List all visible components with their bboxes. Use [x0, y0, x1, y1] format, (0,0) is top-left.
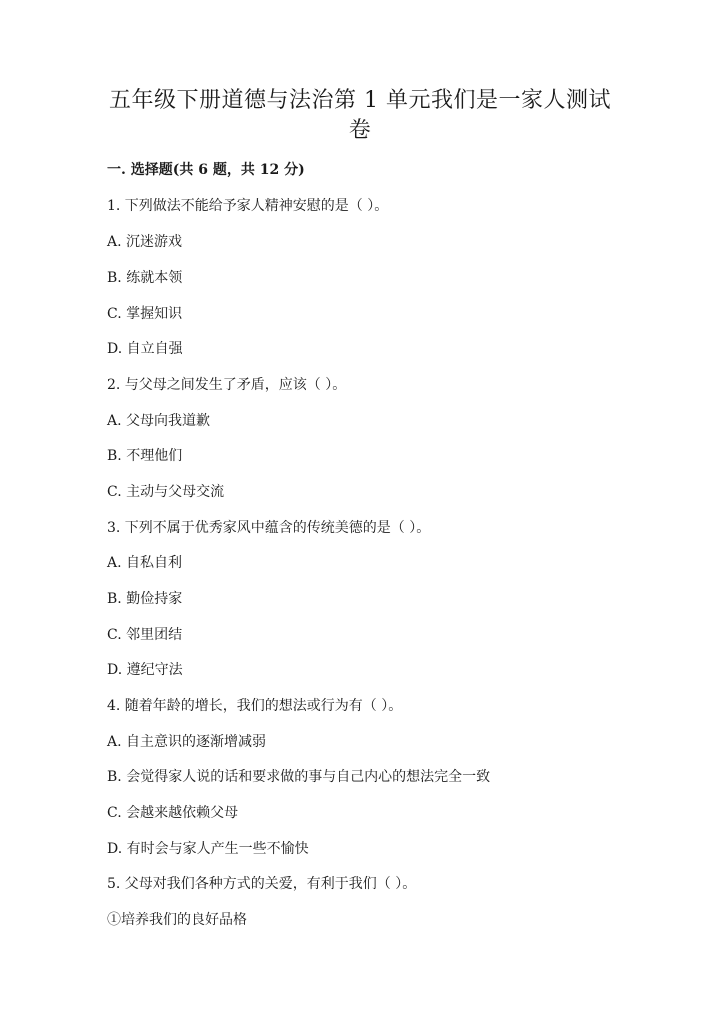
question-4: 4. 随着年龄的增长，我们的想法或行为有（ ）。 [107, 698, 403, 714]
q1-option-c: C. 掌握知识 [107, 306, 183, 322]
q1-option-b: B. 练就本领 [107, 270, 183, 286]
question-3: 3. 下列不属于优秀家风中蕴含的传统美德的是（ ）。 [107, 520, 431, 536]
question-5: 5. 父母对我们各种方式的关爱，有利于我们（ ）。 [107, 876, 417, 892]
q2-option-b: B. 不理他们 [107, 448, 183, 464]
q4-option-b: B. 会觉得家人说的话和要求做的事与自己内心的想法完全一致 [107, 769, 491, 785]
title-line-1: 五年级下册道德与法治第 1 单元我们是一家人测试 [109, 88, 611, 113]
q1-option-d: D. 自立自强 [107, 341, 183, 357]
question-1: 1. 下列做法不能给予家人精神安慰的是（ ）。 [107, 198, 389, 214]
q1-option-a: A. 沉迷游戏 [107, 234, 183, 250]
q5-item-1: ①培养我们的良好品格 [107, 912, 247, 928]
q4-option-a: A. 自主意识的逐渐增减弱 [107, 734, 267, 750]
document-title [60, 86, 660, 146]
section-heading: 一. 选择题(共 6 题，共 12 分) [107, 162, 305, 178]
title-line-2: 卷 [348, 118, 372, 143]
q3-option-d: D. 遵纪守法 [107, 662, 183, 678]
question-2: 2. 与父母之间发生了矛盾，应该（ ）。 [107, 377, 347, 393]
q4-option-d: D. 有时会与家人产生一些不愉快 [107, 841, 309, 857]
q3-option-c: C. 邻里团结 [107, 627, 183, 643]
q4-option-c: C. 会越来越依赖父母 [107, 805, 239, 821]
q2-option-a: A. 父母向我道歉 [107, 413, 211, 429]
q2-option-c: C. 主动与父母交流 [107, 484, 225, 500]
q3-option-a: A. 自私自利 [107, 555, 183, 571]
q3-option-b: B. 勤俭持家 [107, 591, 183, 607]
